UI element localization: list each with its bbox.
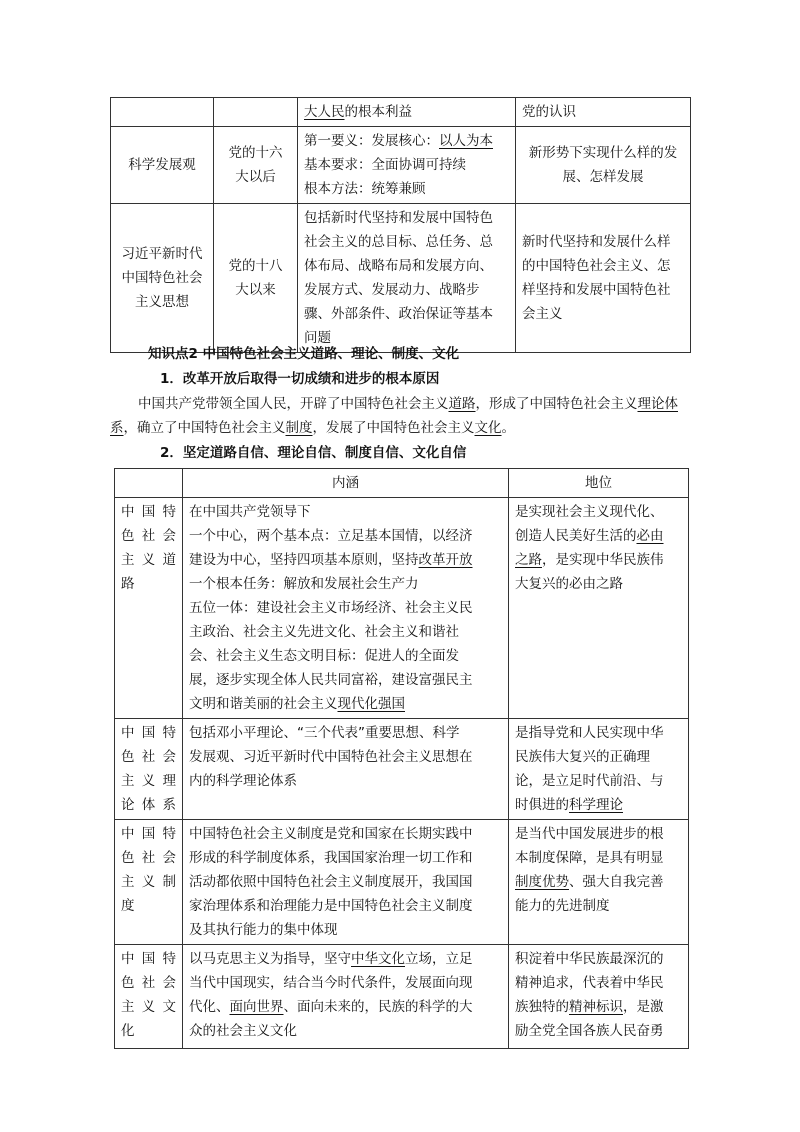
text-run: 第一要义：发展核心： <box>304 133 439 149</box>
underlined-text: 之路 <box>515 552 542 568</box>
cell-line <box>515 995 682 1019</box>
text-run: 是当代中国发展进步的根 <box>515 826 664 842</box>
text-run: 的根本利益 <box>344 104 412 120</box>
text-run: 精神追求，代表着中华民 <box>515 975 664 991</box>
text-run: 是实现社会主义现代化、 <box>515 504 664 520</box>
cell-line: 色 社 会 <box>121 850 176 866</box>
item-content-cell <box>183 498 509 719</box>
text-run: 一个中心，两个基本点：立足基本国情，以经济 <box>189 528 473 544</box>
cell-line <box>189 721 502 745</box>
underlined-text: 面向世界 <box>229 999 284 1015</box>
cell-line: 中 国 特 <box>121 951 176 967</box>
text-run: 论，是立足时代前沿、与 <box>515 773 664 789</box>
cell-line: 体布局、战略布局和发展方向、 <box>304 258 493 274</box>
cell-line <box>189 500 502 524</box>
cell-line: 社会主义的总目标、总任务、总 <box>304 234 493 250</box>
cell-line: 主 义 理 <box>121 773 176 789</box>
cell-line: 色 社 会 <box>121 749 176 765</box>
text-run: 五位一体：建设社会主义市场经济、社会主义民 <box>189 600 473 616</box>
cell-line <box>189 620 502 644</box>
underlined-text: 现代化强国 <box>337 696 405 712</box>
cell-line <box>189 822 502 846</box>
text-run: 族独特的 <box>515 999 569 1015</box>
confidence-table-header <box>115 469 689 498</box>
theory-content-cell <box>298 98 516 127</box>
cell-line <box>515 524 682 548</box>
text-run: 创造人民美好生活的 <box>515 528 637 544</box>
theory-period-cell <box>214 204 298 353</box>
theory-table-row <box>111 127 691 204</box>
cell-line <box>189 971 502 995</box>
cell-line <box>515 947 682 971</box>
confidence-table <box>114 468 689 1049</box>
cell-line: 新形势下实现什么样的发 <box>528 145 678 161</box>
theory-meaning-cell <box>516 204 691 353</box>
cell-line: 大以来 <box>235 282 276 298</box>
theory-table <box>110 97 691 353</box>
cell-line <box>515 500 682 524</box>
text-run: 在中国共产党领导下 <box>189 504 311 520</box>
cell-line: 的中国特色社会主义、怎 <box>522 258 671 274</box>
body-text: ，形成了中国特色社会主义 <box>475 396 638 412</box>
theory-period-cell <box>214 98 298 127</box>
cell-line <box>515 769 682 793</box>
body-text: ，确立了中国特色社会主义 <box>123 420 286 436</box>
text-run: 家治理体系和治理能力是中国特色社会主义制度 <box>189 898 473 914</box>
underlined-text: 制度优势 <box>515 874 569 890</box>
text-run: 内的科学理论体系 <box>189 773 297 789</box>
header-cell <box>115 469 183 498</box>
confidence-table-row <box>115 945 689 1049</box>
cell-line <box>515 572 682 596</box>
text-run: 包括邓小平理论、“三个代表”重要思想、科学 <box>189 725 460 741</box>
theory-content-cell <box>298 204 516 353</box>
text-run: 大复兴的必由之路 <box>515 576 623 592</box>
text-run: 积淀着中华民族最深沉的 <box>515 951 664 967</box>
cell-line <box>189 596 502 620</box>
text-run: 众的社会主义文化 <box>189 1023 297 1039</box>
item-name-cell <box>115 498 183 719</box>
cell-line <box>515 822 682 846</box>
cell-line: 主 义 制 <box>121 874 176 890</box>
body-text: ，发展了中国特色社会主义 <box>312 420 475 436</box>
text-run: 活动都依照中国特色社会主义制度展开，我国国 <box>189 874 473 890</box>
text-run: ，是实现中华民族伟 <box>542 552 664 568</box>
underlined-text: 科学理论 <box>569 797 623 813</box>
text-run: 形成的科学制度体系，我国国家治理一切工作和 <box>189 850 473 866</box>
cell-line: 问题 <box>304 330 331 346</box>
header-cell: 内涵 <box>183 469 509 498</box>
body-underline: 理论体系 <box>110 396 678 436</box>
theory-content-cell <box>298 127 516 204</box>
text-run: 时俱进的 <box>515 797 569 813</box>
cell-line <box>515 548 682 572</box>
cell-line: 中 国 特 <box>121 725 176 741</box>
text-run: 发展观、习近平新时代中国特色社会主义思想在 <box>189 749 473 765</box>
cell-line <box>189 769 502 793</box>
cell-line: 主 义 文 <box>121 999 176 1015</box>
text-run: 文明和谐美丽的社会主义 <box>189 696 338 712</box>
cell-line: 中国特色社会 <box>121 270 203 286</box>
underlined-text: 中华文化 <box>351 951 405 967</box>
item-content-cell <box>183 719 509 820</box>
section-1-body <box>110 392 690 440</box>
theory-table-row <box>111 204 691 353</box>
item-content-cell <box>183 820 509 945</box>
cell-line <box>189 870 502 894</box>
theory-meaning-cell: 党的认识 <box>516 98 691 127</box>
cell-line <box>189 668 502 692</box>
underlined-text: 大人民 <box>304 104 345 120</box>
theory-name-cell: 科学发展观 <box>111 127 214 204</box>
item-position-cell <box>509 719 689 820</box>
body-underline: 文化 <box>474 420 502 436</box>
confidence-table-row <box>115 719 689 820</box>
theory-name-cell <box>111 204 214 353</box>
body-text: 。 <box>501 420 515 436</box>
text-run: 展，逐步实现全体人民共同富裕，建设富强民主 <box>189 672 473 688</box>
cell-line <box>189 947 502 971</box>
cell-line <box>304 153 509 177</box>
cell-line <box>189 548 502 572</box>
cell-line: 习近平新时代 <box>121 246 203 262</box>
text-run: 励全党全国各族人民奋勇 <box>515 1023 664 1039</box>
cell-line: 度 <box>121 898 135 914</box>
cell-line: 展、怎样发展 <box>562 169 644 185</box>
item-name-cell <box>115 719 183 820</box>
cell-line <box>189 1019 502 1043</box>
text-run: 以马克思主义为指导，坚守 <box>189 951 351 967</box>
cell-line <box>515 721 682 745</box>
cell-line: 样坚持和发展中国特色社 <box>522 282 671 298</box>
text-run: 主政治、社会主义先进文化、社会主义和谐社 <box>189 624 459 640</box>
item-name-cell <box>115 820 183 945</box>
text-run: 民族伟大复兴的正确理 <box>515 749 650 765</box>
cell-line <box>189 692 502 716</box>
cell-line <box>515 793 682 817</box>
cell-line <box>515 1019 682 1043</box>
cell-line: 主 义 道 <box>121 552 176 568</box>
cell-line: 色 社 会 <box>121 528 176 544</box>
cell-line: 党的十八 <box>228 258 283 274</box>
cell-line <box>189 918 502 942</box>
underlined-text: 必由 <box>636 528 664 544</box>
text-run: 能力的先进制度 <box>515 898 610 914</box>
theory-table-row <box>111 98 691 127</box>
text-run: 会、社会主义生态文明目标：促进人的全面发 <box>189 648 459 664</box>
cell-line <box>189 846 502 870</box>
cell-line: 大以后 <box>235 169 276 185</box>
text-run: 中国特色社会主义制度是党和国家在长期实践中 <box>189 826 473 842</box>
text-run: 建设为中心，坚持四项基本原则，坚持 <box>189 552 419 568</box>
item-content-cell <box>183 945 509 1049</box>
cell-line: 中 国 特 <box>121 504 176 520</box>
cell-line <box>189 745 502 769</box>
cell-line <box>189 894 502 918</box>
theory-period-cell <box>214 127 298 204</box>
cell-line: 党的十六 <box>228 145 283 161</box>
cell-line <box>515 971 682 995</box>
text-run: 及其执行能力的集中体现 <box>189 922 338 938</box>
item-position-cell <box>509 945 689 1049</box>
cell-line: 路 <box>121 576 135 592</box>
cell-line <box>189 995 502 1019</box>
item-position-cell <box>509 498 689 719</box>
text-run: 是指导党和人民实现中华 <box>515 725 664 741</box>
theory-meaning-cell <box>516 127 691 204</box>
item-position-cell <box>509 820 689 945</box>
body-underline: 制度 <box>285 420 313 436</box>
cell-line: 化 <box>121 1023 135 1039</box>
header-cell: 地位 <box>509 469 689 498</box>
text-run: 、强大自我完善 <box>569 874 664 890</box>
underlined-text: 精神标识 <box>569 999 623 1015</box>
text-run: 立场，立足 <box>405 951 473 967</box>
underlined-text: 以人为本 <box>439 133 493 149</box>
section-2-title: 2．坚定道路自信、理论自信、制度自信、文化自信 <box>160 445 467 461</box>
text-run: ，是激 <box>623 999 664 1015</box>
text-run: 本制度保障，是具有明显 <box>515 850 664 866</box>
cell-line <box>189 572 502 596</box>
underlined-text: 改革开放 <box>418 552 473 568</box>
cell-line: 会主义 <box>522 306 563 322</box>
confidence-table-row <box>115 820 689 945</box>
cell-line: 骤、外部条件、政治保证等基本 <box>304 306 493 322</box>
text-run: 根本方法：统筹兼顾 <box>304 181 426 197</box>
item-name-cell <box>115 945 183 1049</box>
cell-line <box>515 745 682 769</box>
cell-line <box>515 846 682 870</box>
theory-name-cell <box>111 98 214 127</box>
confidence-table-row <box>115 498 689 719</box>
text-run: 当代中国现实，结合当今时代条件，发展面向现 <box>189 975 473 991</box>
text-run: 一个根本任务：解放和发展社会生产力 <box>189 576 419 592</box>
cell-line: 发展方式、发展动力、战略步 <box>304 282 480 298</box>
body-text: 中国共产党带领全国人民，开辟了中国特色社会主义 <box>138 396 449 412</box>
cell-line: 新时代坚持和发展什么样 <box>522 234 671 250</box>
cell-line: 色 社 会 <box>121 975 176 991</box>
cell-line: 论体系 <box>121 797 176 813</box>
section-1-title: 1．改革开放后取得一切成绩和进步的根本原因 <box>160 371 440 387</box>
cell-line <box>515 894 682 918</box>
cell-line <box>515 870 682 894</box>
cell-line <box>304 129 509 153</box>
text-run: 代化、 <box>189 999 230 1015</box>
cell-line <box>189 644 502 668</box>
text-run: 、面向未来的，民族的科学的大 <box>283 999 473 1015</box>
rich-line <box>304 100 509 124</box>
cell-line: 主义思想 <box>135 294 189 310</box>
body-underline: 道路 <box>448 396 476 412</box>
text-run: 基本要求：全面协调可持续 <box>304 157 466 173</box>
cell-line <box>304 177 509 201</box>
cell-line: 包括新时代坚持和发展中国特色 <box>304 210 493 226</box>
knowledge-point-title: 知识点2 中国特色社会主义道路、理论、制度、文化 <box>148 346 460 362</box>
cell-line <box>189 524 502 548</box>
cell-line: 中 国 特 <box>121 826 176 842</box>
